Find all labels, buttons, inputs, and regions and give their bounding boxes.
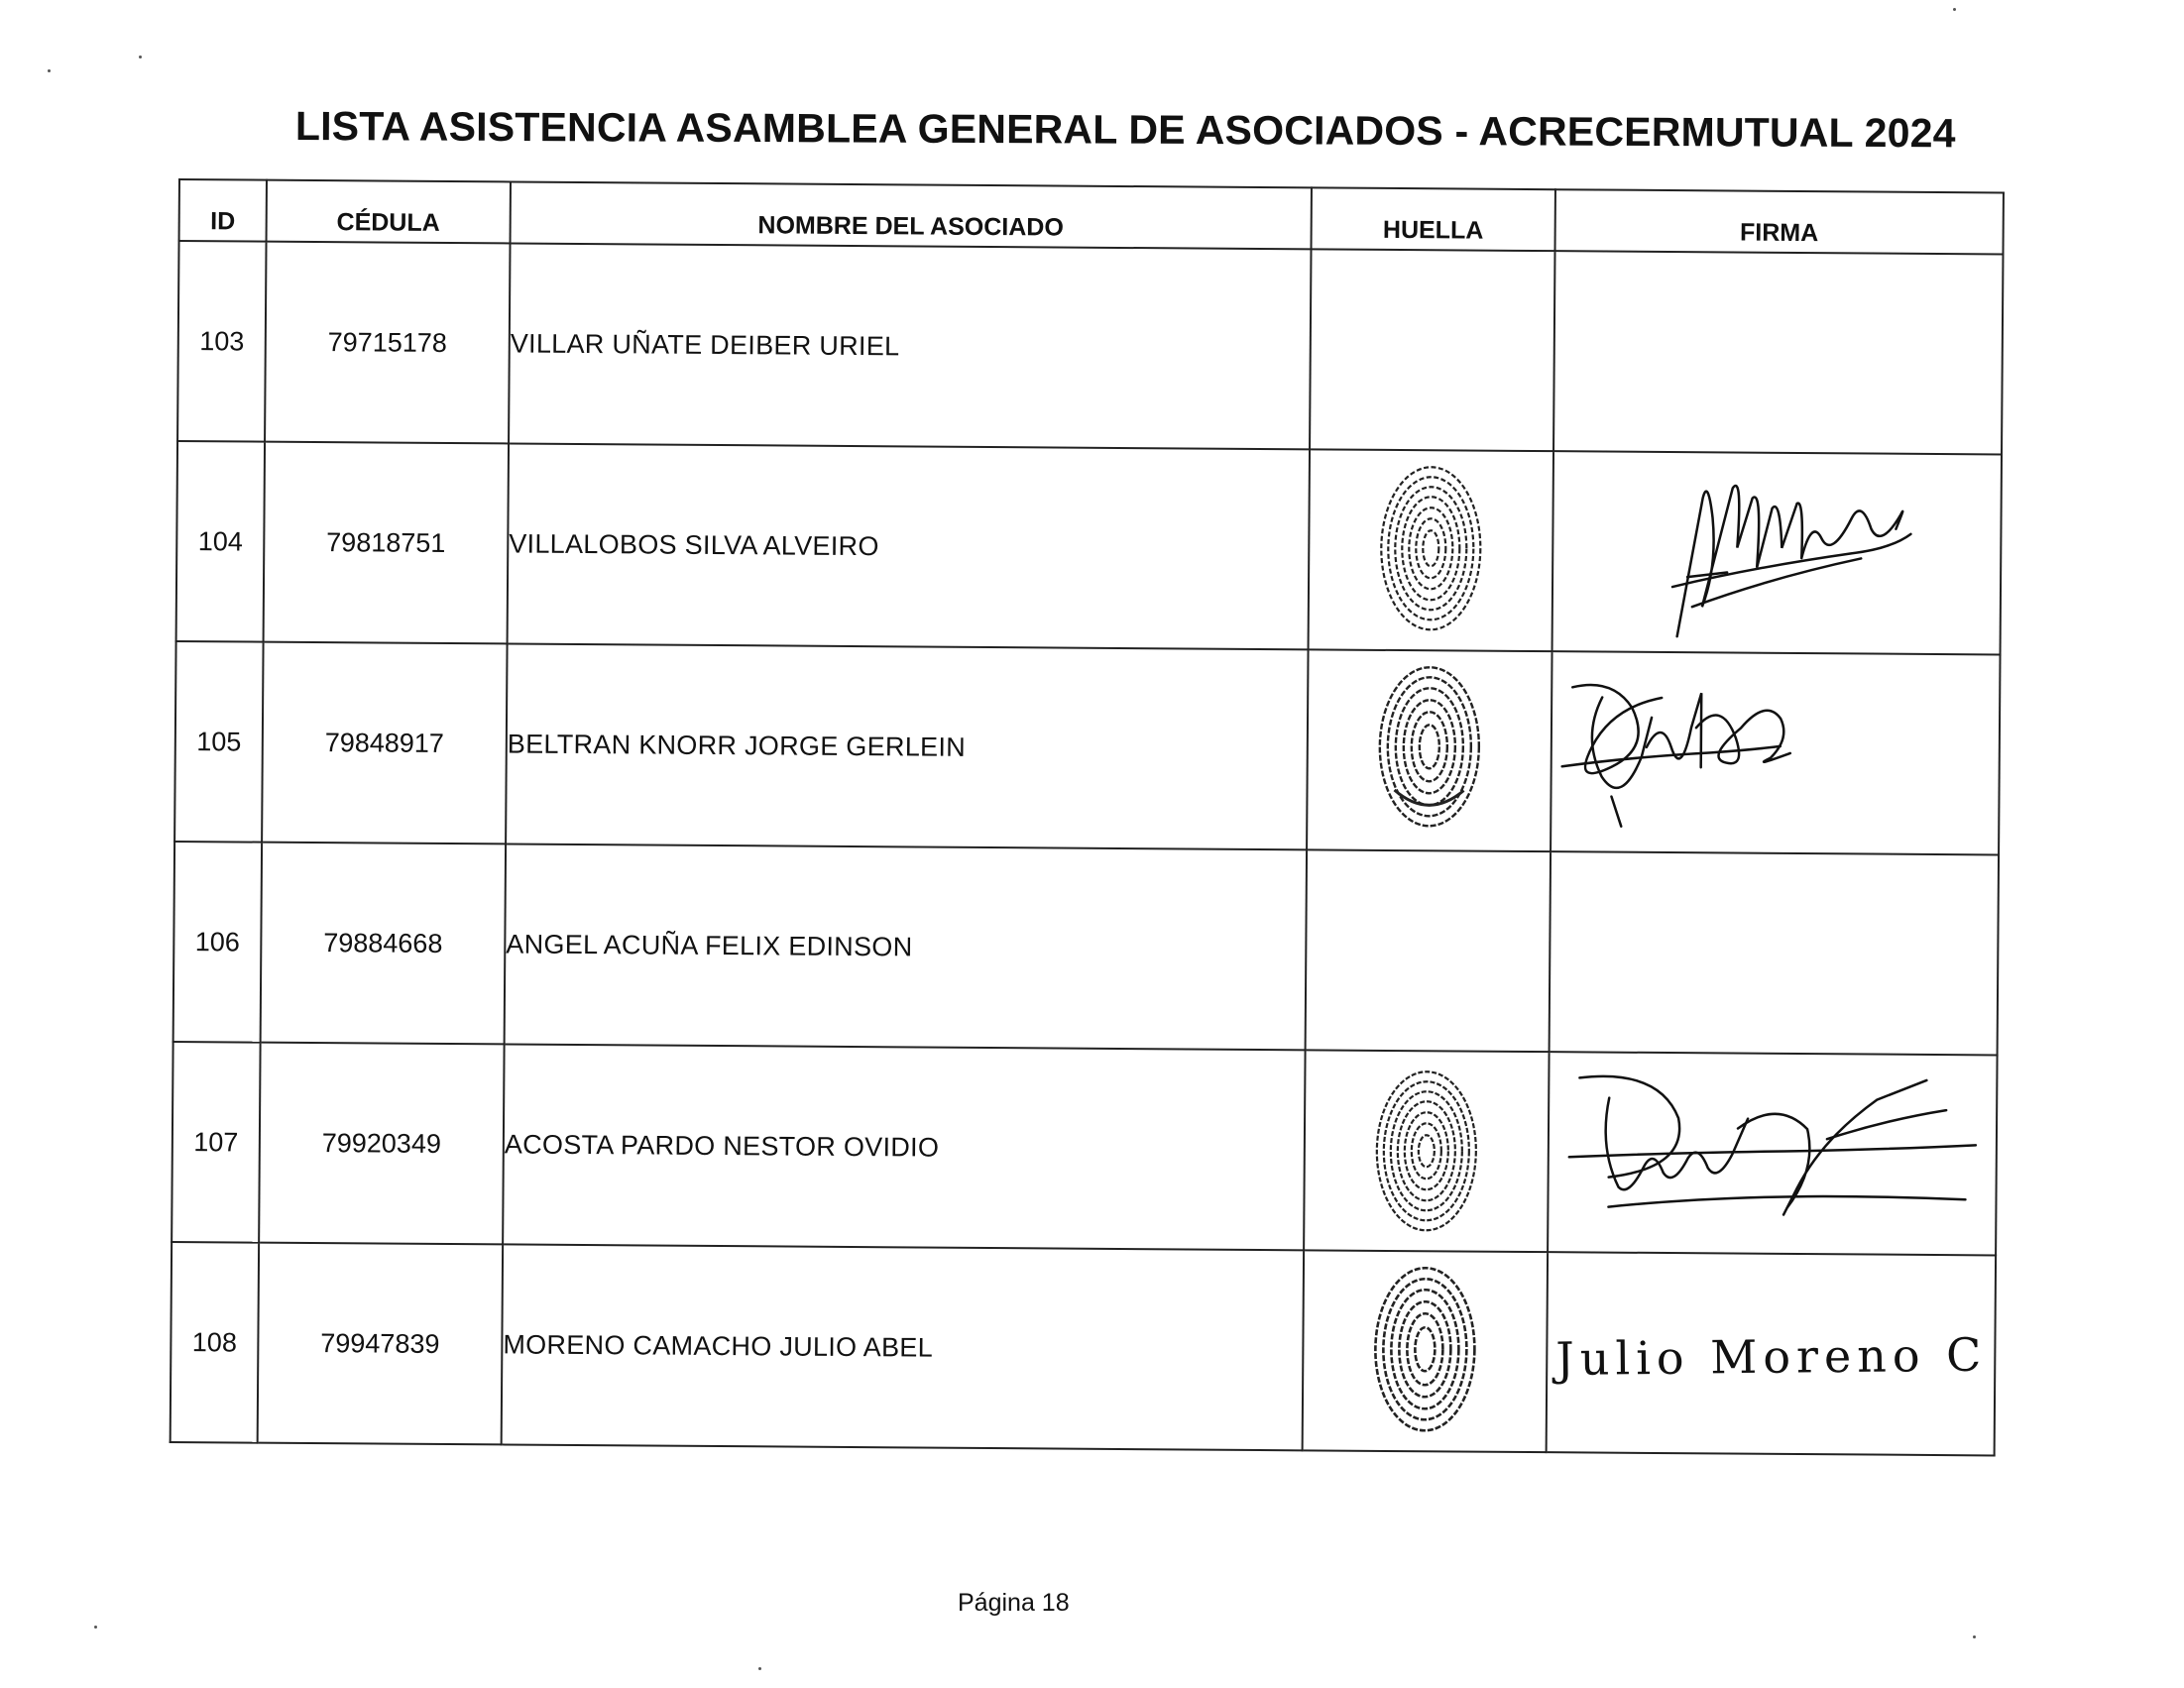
cell-cedula: 79884668 [261,843,506,1045]
cell-cedula: 79818751 [264,442,509,644]
cell-firma [1548,1052,1997,1255]
table-row [174,641,2000,854]
cell-cedula: 79947839 [258,1243,503,1445]
cell-nombre: ACOSTA PARDO NESTOR OVIDIO [503,1044,1305,1250]
scan-speck [1953,8,1956,11]
table-row [173,842,1999,1055]
cell-nombre: MORENO CAMACHO JULIO ABEL [502,1244,1304,1450]
header-cedula: CÉDULA [267,180,511,244]
cell-id: 105 [174,641,263,843]
header-id: ID [179,179,267,242]
fingerprint-icon [1376,461,1486,635]
document-title: LISTA ASISTENCIA ASAMBLEA GENERAL DE ASOCIADOS - ACRECERMUTUAL 2024 [294,103,1956,157]
cell-huella [1304,1050,1549,1252]
scan-speck [48,69,51,72]
cell-firma [1551,651,2000,854]
header-nombre: NOMBRE DEL ASOCIADO [511,181,1312,249]
cell-firma-empty [1553,251,2003,454]
fingerprint-icon [1371,1062,1481,1236]
cell-firma [1552,451,2002,654]
attendance-table [170,178,2005,1456]
table-row [171,1242,1996,1455]
cell-cedula: 79848917 [262,642,507,844]
cell-nombre: BELTRAN KNORR JORGE GERLEIN [506,643,1308,849]
cell-nombre: VILLALOBOS SILVA ALVEIRO [508,443,1310,649]
cell-id: 106 [173,842,262,1043]
signature-image [1549,1058,1996,1249]
scan-speck [758,1667,761,1670]
header-huella: HUELLA [1312,187,1555,251]
table-row [177,241,2003,454]
fingerprint-icon [1370,1262,1480,1436]
cell-firma-handwritten [1547,1252,1996,1455]
cell-huella [1303,1250,1548,1452]
scan-speck [1973,1635,1976,1638]
cell-id: 104 [176,441,265,642]
cell-huella [1307,649,1552,851]
cell-huella-empty [1306,849,1551,1052]
signature-image [1552,657,1999,848]
fingerprint-icon [1374,661,1484,836]
scan-speck [94,1626,97,1629]
cell-firma-empty [1550,851,1999,1055]
cell-nombre: ANGEL ACUÑA FELIX EDINSON [505,844,1307,1050]
cell-id: 107 [172,1042,260,1243]
cell-cedula: 79920349 [259,1043,504,1245]
cell-cedula: 79715178 [265,242,510,444]
cell-id: 108 [171,1242,259,1443]
attendance-sheet [170,178,2003,1456]
header-firma: FIRMA [1555,189,2004,254]
table-row [176,441,2002,654]
page-number: Página 18 [958,1589,1070,1617]
cell-id: 103 [177,241,266,442]
cell-huella [1309,449,1553,651]
cell-huella-empty [1310,249,1554,451]
table-row [172,1042,1997,1255]
scan-speck [139,56,142,58]
cell-nombre: VILLAR UÑATE DEIBER URIEL [509,243,1311,449]
handwritten-name: Julio Moreno C [1554,1327,1988,1387]
signature-image [1553,457,2001,648]
